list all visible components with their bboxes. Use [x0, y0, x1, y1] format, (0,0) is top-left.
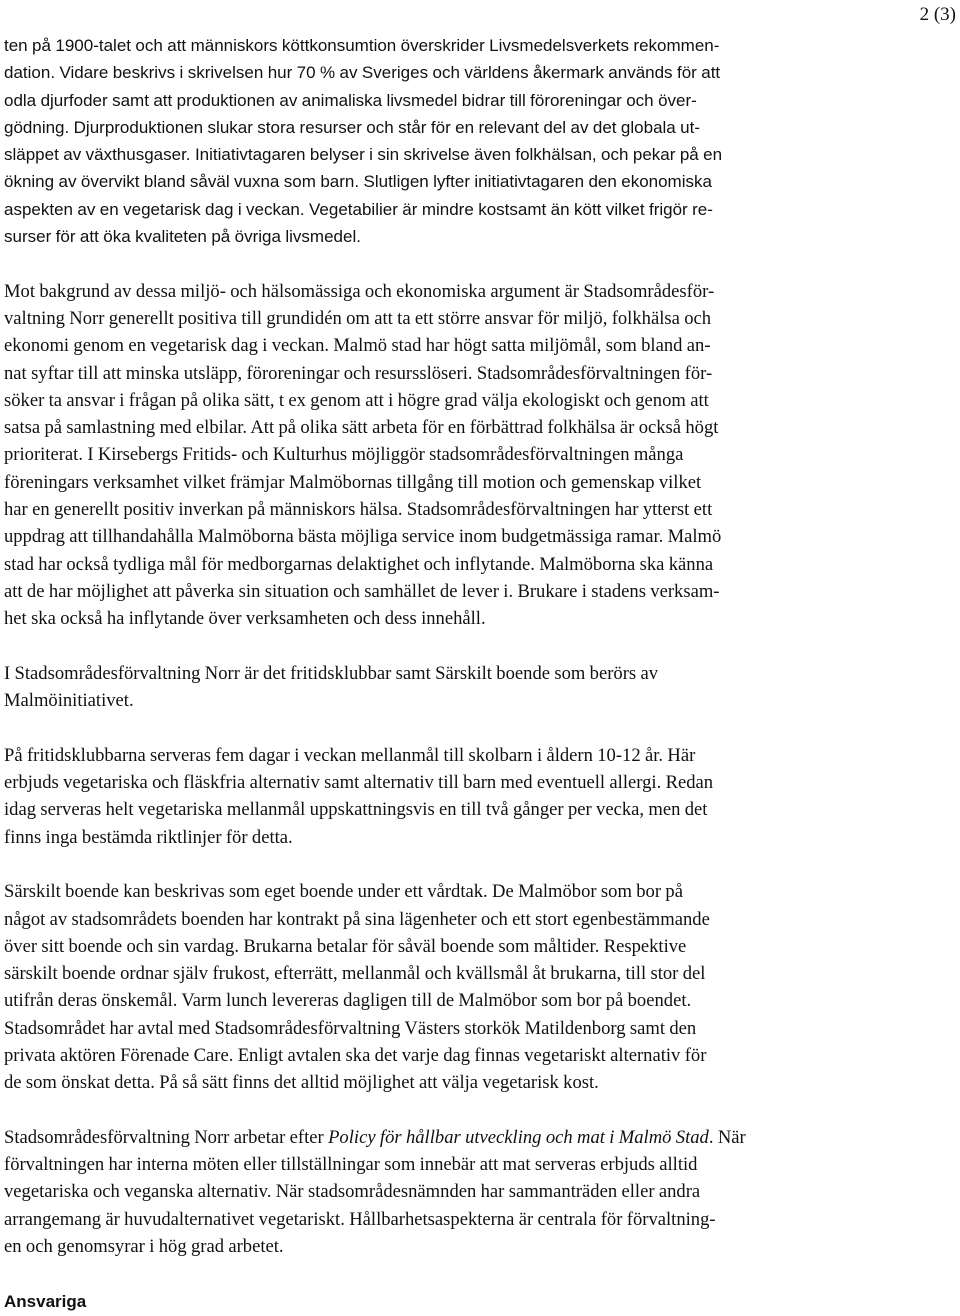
- text-line: prioriterat. I Kirsebergs Fritids- och Kulturhus möjliggör stadsområdesförvaltningen många: [4, 444, 684, 466]
- text-line: nat syftar till att minska utsläpp, föroreningar och resursslöseri. Stadsområdesförvaltningen för-: [4, 362, 713, 384]
- text-line: utifrån deras önskemål. Varm lunch levereras dagligen till de Malmöbor som bor på boendet.: [4, 990, 692, 1012]
- text-line: Särskilt boende kan beskrivas som eget boende under ett vårdtak. De Malmöbor som bor på: [4, 881, 683, 903]
- paragraph-scope: [4, 660, 884, 715]
- text-line: dation. Vidare beskrivs i skrivelsen hur 70 % av Sveriges och världens åkermark används för att: [4, 63, 721, 83]
- text-line: aspekten av en vegetarisk dag i veckan. Vegetabilier är mindre kostsamt än kött vilket frigör re-: [4, 199, 713, 219]
- paragraph-background: [4, 32, 884, 250]
- text-span: Stadsområdesförvaltning Norr arbetar efter: [4, 1126, 329, 1148]
- text-line: ten på 1900-talet och att människors köttkonsumtion överskrider Livsmedelsverkets rekommen-: [4, 36, 720, 55]
- text-line: att de har möjlighet att påverka sin situation och samhället de lever i. Brukare i stadens verksam-: [4, 580, 720, 602]
- text-line: gödning. Djurproduktionen slukar stora resurser och står för en relevant del av det globala ut-: [4, 117, 701, 137]
- policy-title: Policy för hållbar utveckling och mat i Malmö Stad: [328, 1126, 709, 1148]
- text-line: I Stadsområdesförvaltning Norr är det fritidsklubbar samt Särskilt boende som berörs av: [4, 662, 659, 684]
- text-line: erbjuds vegetariska och fläskfria alternativ samt alternativ till barn med eventuell allergi. Redan: [4, 772, 714, 794]
- text-line: uppdrag att tillhandahålla Malmöborna bästa möjliga service inom budgetmässiga ramar. Malmö: [4, 526, 722, 548]
- text-line: något av stadsområdets boenden har kontrakt på sina lägenheter och ett stort egenbestämmande: [4, 908, 710, 930]
- text-line: finns inga bestämda riktlinjer för detta.: [4, 826, 293, 848]
- text-line: het ska också ha inflytande över verksamheten och dess innehåll.: [4, 608, 486, 630]
- paragraph-fritidsklubbar: [4, 742, 884, 851]
- text-line: privata aktören Förenade Care. Enligt avtalen ska det varje dag finnas vegetariskt alternativ för: [4, 1044, 707, 1066]
- text-line: har en generellt positiv inverkan på människors hälsa. Stadsområdesförvaltningen har ytterst ett: [4, 499, 713, 521]
- page-number: 2 (3): [919, 4, 956, 25]
- text-line: särskilt boende ordnar själv frukost, efterrätt, mellanmål och kvällsmål åt brukarna, till stor del: [4, 963, 706, 985]
- text-line: odla djurfoder samt att produktionen av animaliska livsmedel bidrar till föroreningar och över-: [4, 90, 697, 110]
- text-line: arrangemang är huvudalternativet vegetariskt. Hållbarhetsaspekterna är centrala för förvaltning-: [4, 1208, 716, 1230]
- text-line: en och genomsyrar i hög grad arbetet.: [4, 1236, 284, 1258]
- text-line: ökning av övervikt bland såväl vuxna som barn. Slutligen lyfter initiativtagaren den ekonomiska: [4, 172, 712, 192]
- section-heading: Ansvariga: [4, 1292, 87, 1311]
- paragraph-position: [4, 278, 884, 633]
- text-line: vegetariska och veganska alternativ. När stadsområdesnämnden har sammanträden eller andra: [4, 1181, 701, 1203]
- text-line: idag serveras helt vegetariska mellanmål uppskattningsvis en till två gånger per vecka, men det: [4, 799, 708, 821]
- text-line: föreningars verksamhet vilket främjar Malmöbornas tillgång till motion och gemenskap vilket: [4, 471, 702, 493]
- text-line: Malmöinitiativet.: [4, 690, 134, 712]
- document-body: [4, 32, 884, 1260]
- paragraph-policy: [4, 1124, 884, 1260]
- text-line: släppet av växthusgaser. Initiativtagaren belyser i sin skrivelse även folkhälsan, och pekar på en: [4, 145, 723, 165]
- text-line: På fritidsklubbarna serveras fem dagar i veckan mellanmål till skolbarn i åldern 10-12 år. Här: [4, 744, 696, 766]
- text-line: de som önskat detta. På så sätt finns det alltid möjlighet att välja vegetarisk kost.: [4, 1072, 599, 1094]
- text-line: surser för att öka kvaliteten på övriga livsmedel.: [4, 227, 361, 247]
- text-line: Stadsområdet har avtal med Stadsområdesförvaltning Västers storkök Matildenborg samt den: [4, 1017, 697, 1039]
- text-line: över sitt boende och sin vardag. Brukarna betalar för såväl boende som måltider. Respektive: [4, 935, 687, 957]
- text-line: stad har också tydliga mål för medborgarnas delaktighet och inflytande. Malmöborna ska känna: [4, 553, 714, 575]
- text-line: förvaltningen har interna möten eller tillställningar som innebär att mat serveras erbjuds alltid: [4, 1154, 698, 1176]
- text-line: [4, 1124, 884, 1151]
- text-line: ekonomi genom en vegetarisk dag i veckan. Malmö stad har högt satta miljömål, som bland an-: [4, 335, 711, 357]
- text-line: satsa på samlastning med elbilar. Att på olika sätt arbeta för en förbättrad folkhälsa är också högt: [4, 417, 719, 439]
- text-line: söker ta ansvar i frågan på olika sätt, t ex genom att i högre grad välja ekologiskt och genom att: [4, 389, 709, 411]
- text-line: valtning Norr generellt positiva till grundidén om att ta ett större ansvar för miljö, folkhälsa och: [4, 307, 712, 329]
- text-span: . När: [708, 1126, 746, 1148]
- paragraph-sarskilt-boende: [4, 878, 884, 1096]
- text-line: Mot bakgrund av dessa miljö- och hälsomässiga och ekonomiska argument är Stadsområdesför-: [4, 280, 715, 302]
